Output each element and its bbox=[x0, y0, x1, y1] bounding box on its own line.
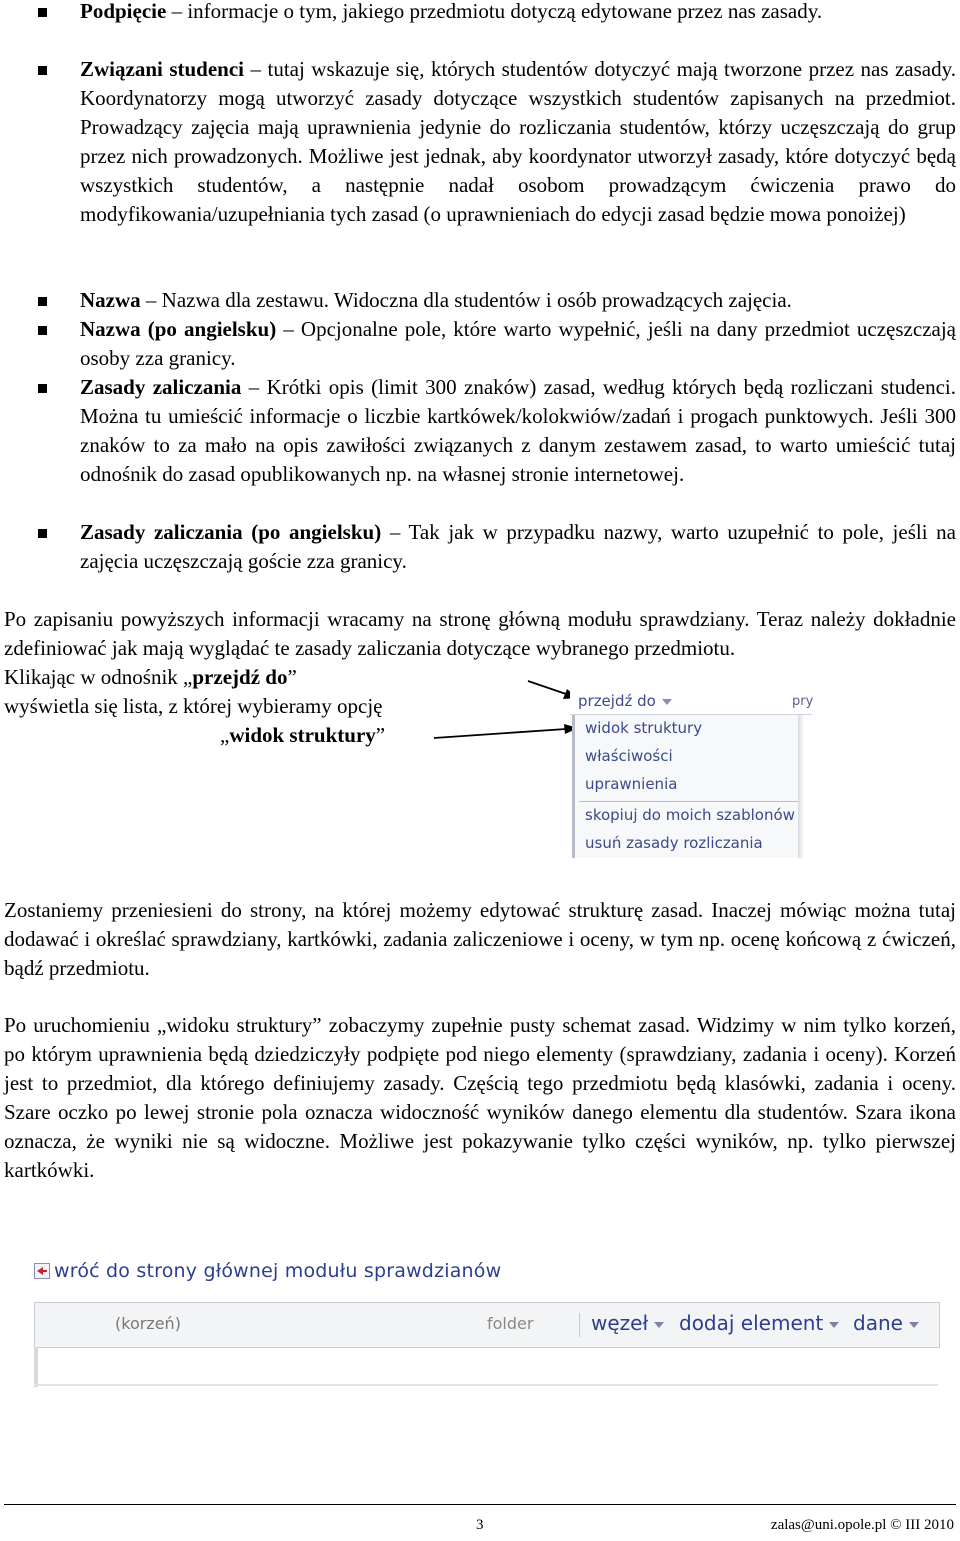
root-node-label[interactable]: (korzeń) bbox=[115, 1314, 181, 1333]
menu-item-permissions[interactable]: uprawnienia bbox=[585, 775, 678, 793]
goto-dropdown-button[interactable]: przejdź do bbox=[578, 692, 672, 710]
bullet-item: Podpięcie – informacje o tym, jakiego przedmiotu dotyczą edytowane przez nas zasady. bbox=[80, 0, 823, 23]
bullet-item: Zasady zaliczania – Krótki opis (limit 300 znaków) zasad, według których będą rozliczani studenci. Można tu umieścić informacje o liczbie kartkówek/kolokwiów/zadań i progach punktowych. Jeśli 300 znaków to za mało na opis zawiłości związanych z danym zestawem zasad, to warto umieścić tutaj odnośnik do zasad opublikowanych np. na własnej stronie internetowej. bbox=[80, 375, 956, 486]
divider bbox=[579, 801, 799, 802]
bullet-square-icon bbox=[38, 8, 47, 17]
back-to-main-link[interactable]: wróć do strony głównej modułu sprawdzianów bbox=[54, 1260, 502, 1282]
structure-toolbar bbox=[34, 1302, 940, 1348]
menu-item-delete-rules[interactable]: usuń zasady rozliczania bbox=[585, 834, 763, 852]
goto-dropdown-menu bbox=[570, 686, 812, 858]
dropdown-list bbox=[572, 715, 802, 858]
tree-line bbox=[34, 1347, 38, 1387]
bullet-square-icon bbox=[38, 384, 47, 393]
bullet-square-icon bbox=[38, 529, 47, 538]
dropdown-header bbox=[570, 686, 812, 716]
paragraph-structure-view: Po uruchomieniu „widoku struktury” zobaczymy zupełnie pusty schemat zasad. Widzimy w nim tylko korzeń, po którym uprawnienia będą dziedziczyły podpięte pod niego elementy (sprawdziany, zadania i oceny). Korzeń jest to przedmiot, dla którego definiujemy zasady. Częścią tego przedmiotu będą klasówki, zadania i oceny. Szare oczko po lewej stronie pola oznacza widoczność wyników danego elementu dla studentów. Szara ikona oznacza, że wyniki nie są widoczne. Możliwe jest pokazywanie tylko części wyników, np. tylko pierwszej kartkówki. bbox=[4, 1013, 956, 1182]
bullet-item: Związani studenci – tutaj wskazuje się, których studentów dotyczyć mają tworzone przez nas zasady. Koordynatorzy mogą utworzyć zasady dotyczące wszystkich studentów zapisanych na przedmiot. Prowadzący zajęcia mają uprawnienia jedynie do rozliczania studentów, którzy uczęszczają do grup przez nich prowadzonych. Możliwe jest jednak, aby koordynator utworzył zasady, które dotyczyć będą wszystkich studentów, a następnie nadał osobom prowadzącym ćwiczenia prawo do modyfikowania/uzupełniania tych zasad (o uprawnieniach do edycji zasad będzie mowa ponoiżej) bbox=[80, 57, 957, 226]
bullet-square-icon bbox=[38, 66, 47, 75]
add-element-menu-button[interactable]: dodaj element bbox=[679, 1311, 839, 1335]
paragraph-intro: Po zapisaniu powyższych informacji wracamy na stronę główną modułu sprawdziany. Teraz należy dokładnie zdefiniować jak mają wyglądać te zasady zaliczania dotyczące wybranego przedmiotu. bbox=[4, 607, 956, 660]
data-menu-button[interactable]: dane bbox=[853, 1311, 919, 1335]
back-arrow-icon bbox=[34, 1263, 50, 1279]
paragraph-structure-edit: Zostaniemy przeniesieni do strony, na której możemy edytować strukturę zasad. Inaczej mówiąc można tutaj dodawać i określać sprawdziany, kartkówki, zadania zaliczeniowe i oceny, w tym np. ocenę końcową z ćwiczeń, bądź przedmiotu. bbox=[4, 898, 956, 980]
menu-item-structure-view[interactable]: widok struktury bbox=[585, 719, 703, 737]
menu-item-properties[interactable]: właściwości bbox=[585, 747, 673, 765]
bullet-item: Nazwa – Nazwa dla zestawu. Widoczna dla studentów i osób prowadzących zajęcia. bbox=[80, 288, 792, 312]
divider bbox=[579, 1313, 580, 1337]
paragraph-list-line: wyświetla się lista, z której wybieramy opcję bbox=[4, 694, 383, 718]
bullet-item: Zasady zaliczania (po angielsku) – Tak jak w przypadku nazwy, warto uzupełnić to pole, jeśli na zajęcia uczęszczają goście zza granicy. bbox=[80, 520, 956, 573]
chevron-down-icon bbox=[909, 1322, 919, 1328]
node-menu-button[interactable]: węzeł bbox=[591, 1311, 664, 1335]
chevron-down-icon bbox=[662, 699, 672, 705]
truncated-tab-text: pry bbox=[792, 694, 814, 709]
paragraph-click-line: Klikając w odnośnik „przejdź do” bbox=[4, 665, 297, 689]
bullet-square-icon bbox=[38, 297, 47, 306]
paragraph-option-line: „widok struktury” bbox=[220, 723, 386, 747]
bullet-square-icon bbox=[38, 326, 47, 335]
menu-shadow bbox=[798, 715, 804, 858]
back-link-row bbox=[30, 1256, 942, 1288]
folder-label: folder bbox=[487, 1314, 534, 1333]
page-number: 3 bbox=[476, 1517, 484, 1533]
chevron-down-icon bbox=[829, 1322, 839, 1328]
footer-divider bbox=[4, 1504, 956, 1505]
bullet-item: Nazwa (po angielsku) – Opcjonalne pole, które warto wypełnić, jeśli na dany przedmiot uczęszczają osoby zza granicy. bbox=[80, 317, 956, 370]
footer-copyright: zalas@uni.opole.pl © III 2010 bbox=[770, 1517, 954, 1533]
menu-item-copy-to-templates[interactable]: skopiuj do moich szablonów bbox=[585, 806, 795, 824]
divider bbox=[34, 1384, 938, 1386]
chevron-down-icon bbox=[654, 1322, 664, 1328]
structure-view-screenshot bbox=[30, 1256, 942, 1386]
